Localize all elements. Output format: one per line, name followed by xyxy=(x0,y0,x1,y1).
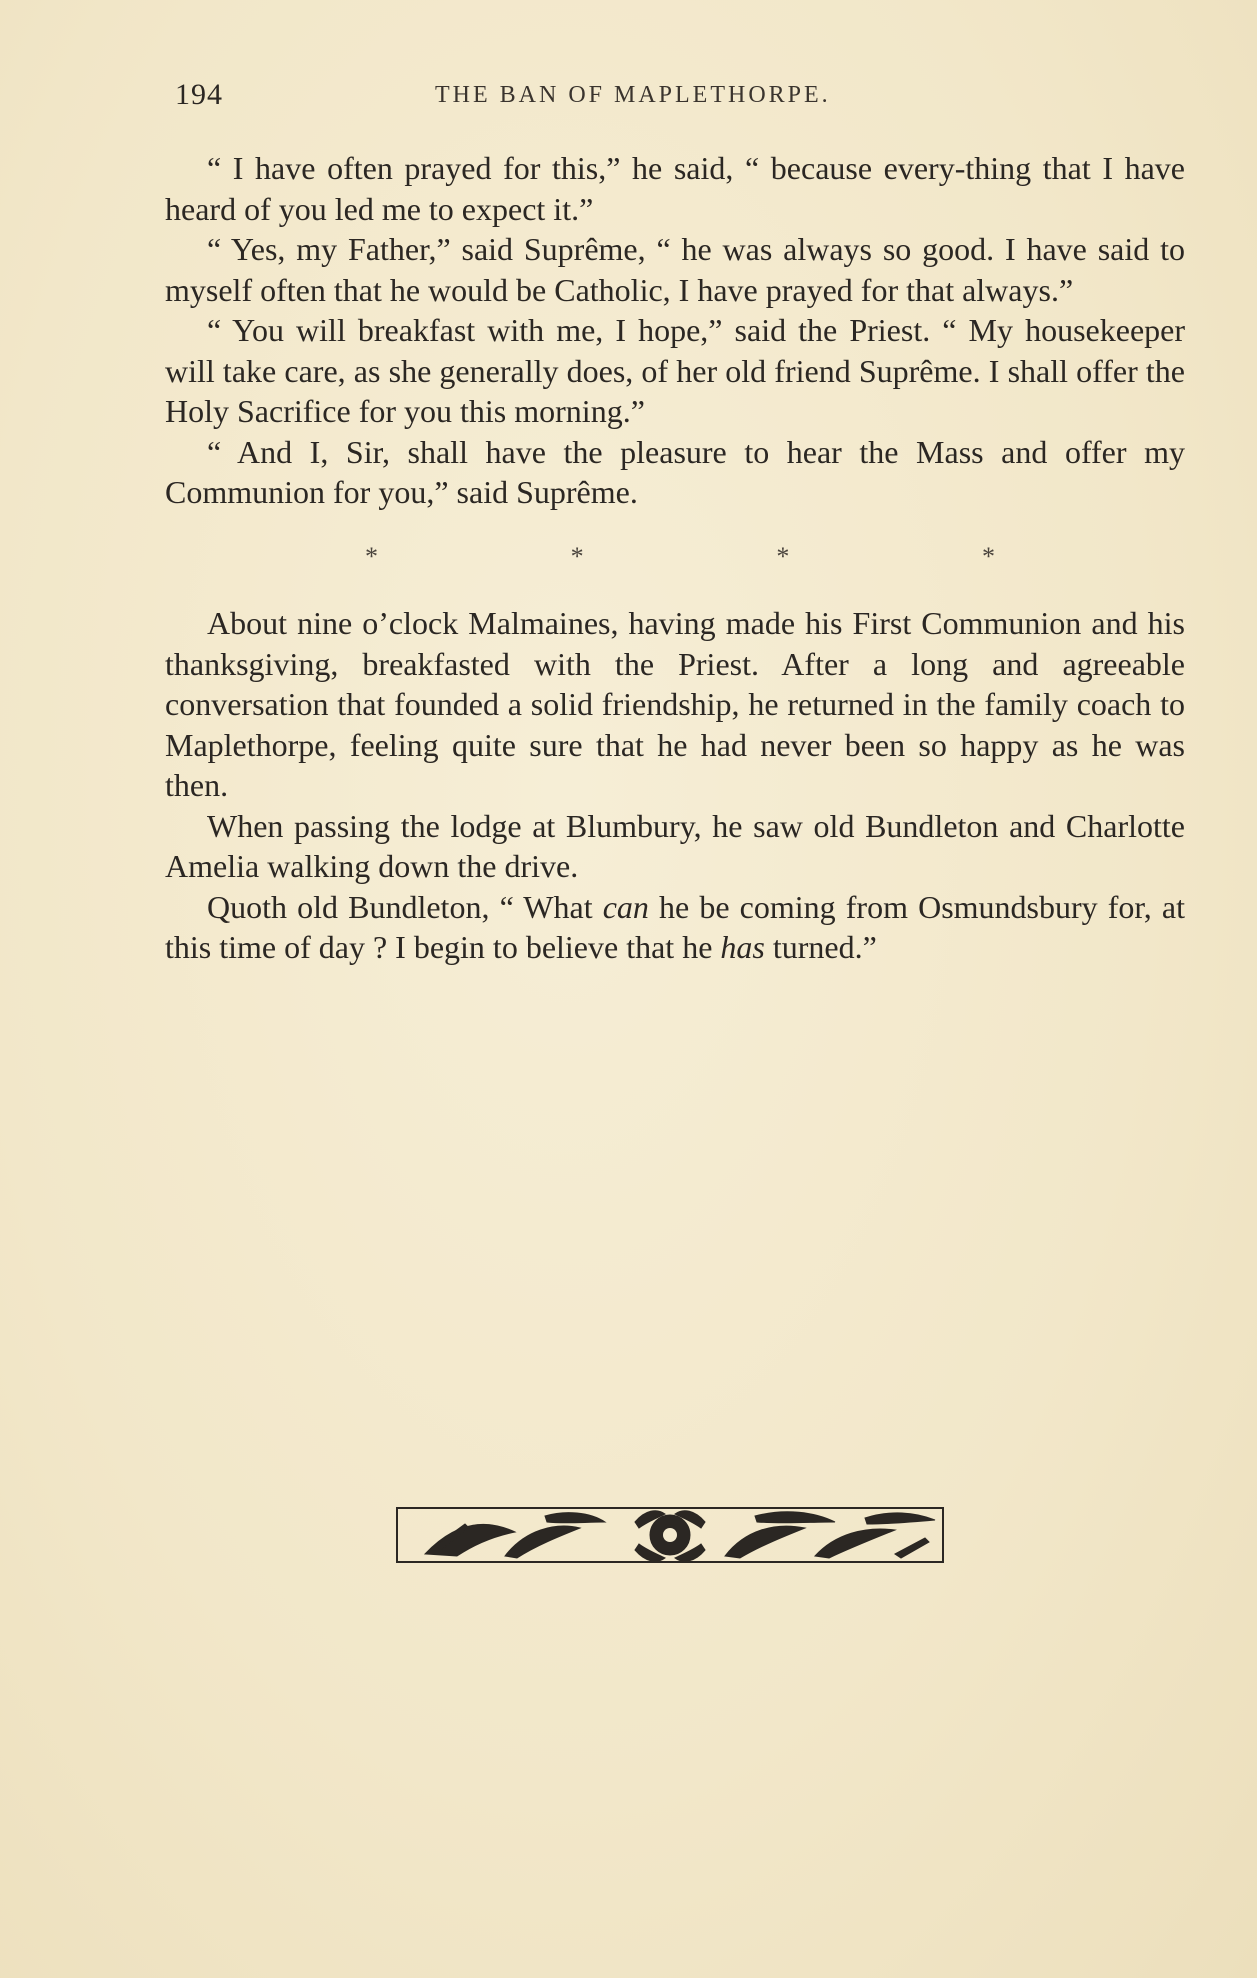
text-run: he be coming from Osmundsbury for, at this time of day ? I begin to believe that he xyxy=(165,888,1186,965)
text-run: “ You will breakfast with me, I hope,” said the Priest. “ My housekeeper will take care, as she generally does, of her old friend Suprême. I shall offer the Holy Sacrifice for you this morning.” xyxy=(165,312,1185,429)
text-run: “ And I, Sir, shall have the pleasure to hear the Mass and offer my Communion for you,” said Suprême. xyxy=(165,433,1185,510)
running-title: THE BAN OF MAPLETHORPE. xyxy=(435,82,831,108)
paragraph xyxy=(165,229,1185,310)
italic-text: can xyxy=(602,888,649,925)
body-text xyxy=(165,148,1185,968)
paragraph xyxy=(165,887,1185,968)
text-run: “ I have often prayed for this,” he said, “ because every-thing that I have heard of you led me to expect it.” xyxy=(165,150,1185,227)
asterisk: * xyxy=(981,541,995,571)
text-run: When passing the lodge at Blumbury, he saw old Bundleton and Charlotte Amelia walking down the drive. xyxy=(165,807,1185,884)
text-run: turned.” xyxy=(764,929,877,965)
paragraph xyxy=(165,148,1185,229)
paragraphs-before-break xyxy=(165,148,1185,513)
text-run: “ Yes, my Father,” said Suprême, “ he was always so good. I have said to myself often that he would be Catholic, I have prayed for that always.” xyxy=(165,231,1185,308)
paragraphs-after-break xyxy=(165,603,1185,968)
asterisk: * xyxy=(570,541,584,571)
section-break xyxy=(365,537,995,578)
text-run: About nine o’clock Malmaines, having made his First Communion and his thanksgiving, breakfasted with the Priest. After a long and agreeable conversation that founded a solid friendship, he returned in the family coach to Maplethorpe, feeling quite sure that he had never been so happy as he was then. xyxy=(165,605,1185,803)
page-number: 194 xyxy=(175,78,223,111)
paragraph xyxy=(165,806,1185,887)
text-run: Quoth old Bundleton, “ What xyxy=(207,888,603,925)
running-head xyxy=(165,78,1185,118)
asterisk: * xyxy=(365,541,378,571)
paragraph xyxy=(165,310,1185,432)
tailpiece-ornament-icon xyxy=(395,1492,945,1572)
paragraph xyxy=(165,432,1185,513)
italic-text: has xyxy=(720,929,765,965)
asterisk: * xyxy=(776,541,790,571)
paragraph xyxy=(165,603,1185,806)
